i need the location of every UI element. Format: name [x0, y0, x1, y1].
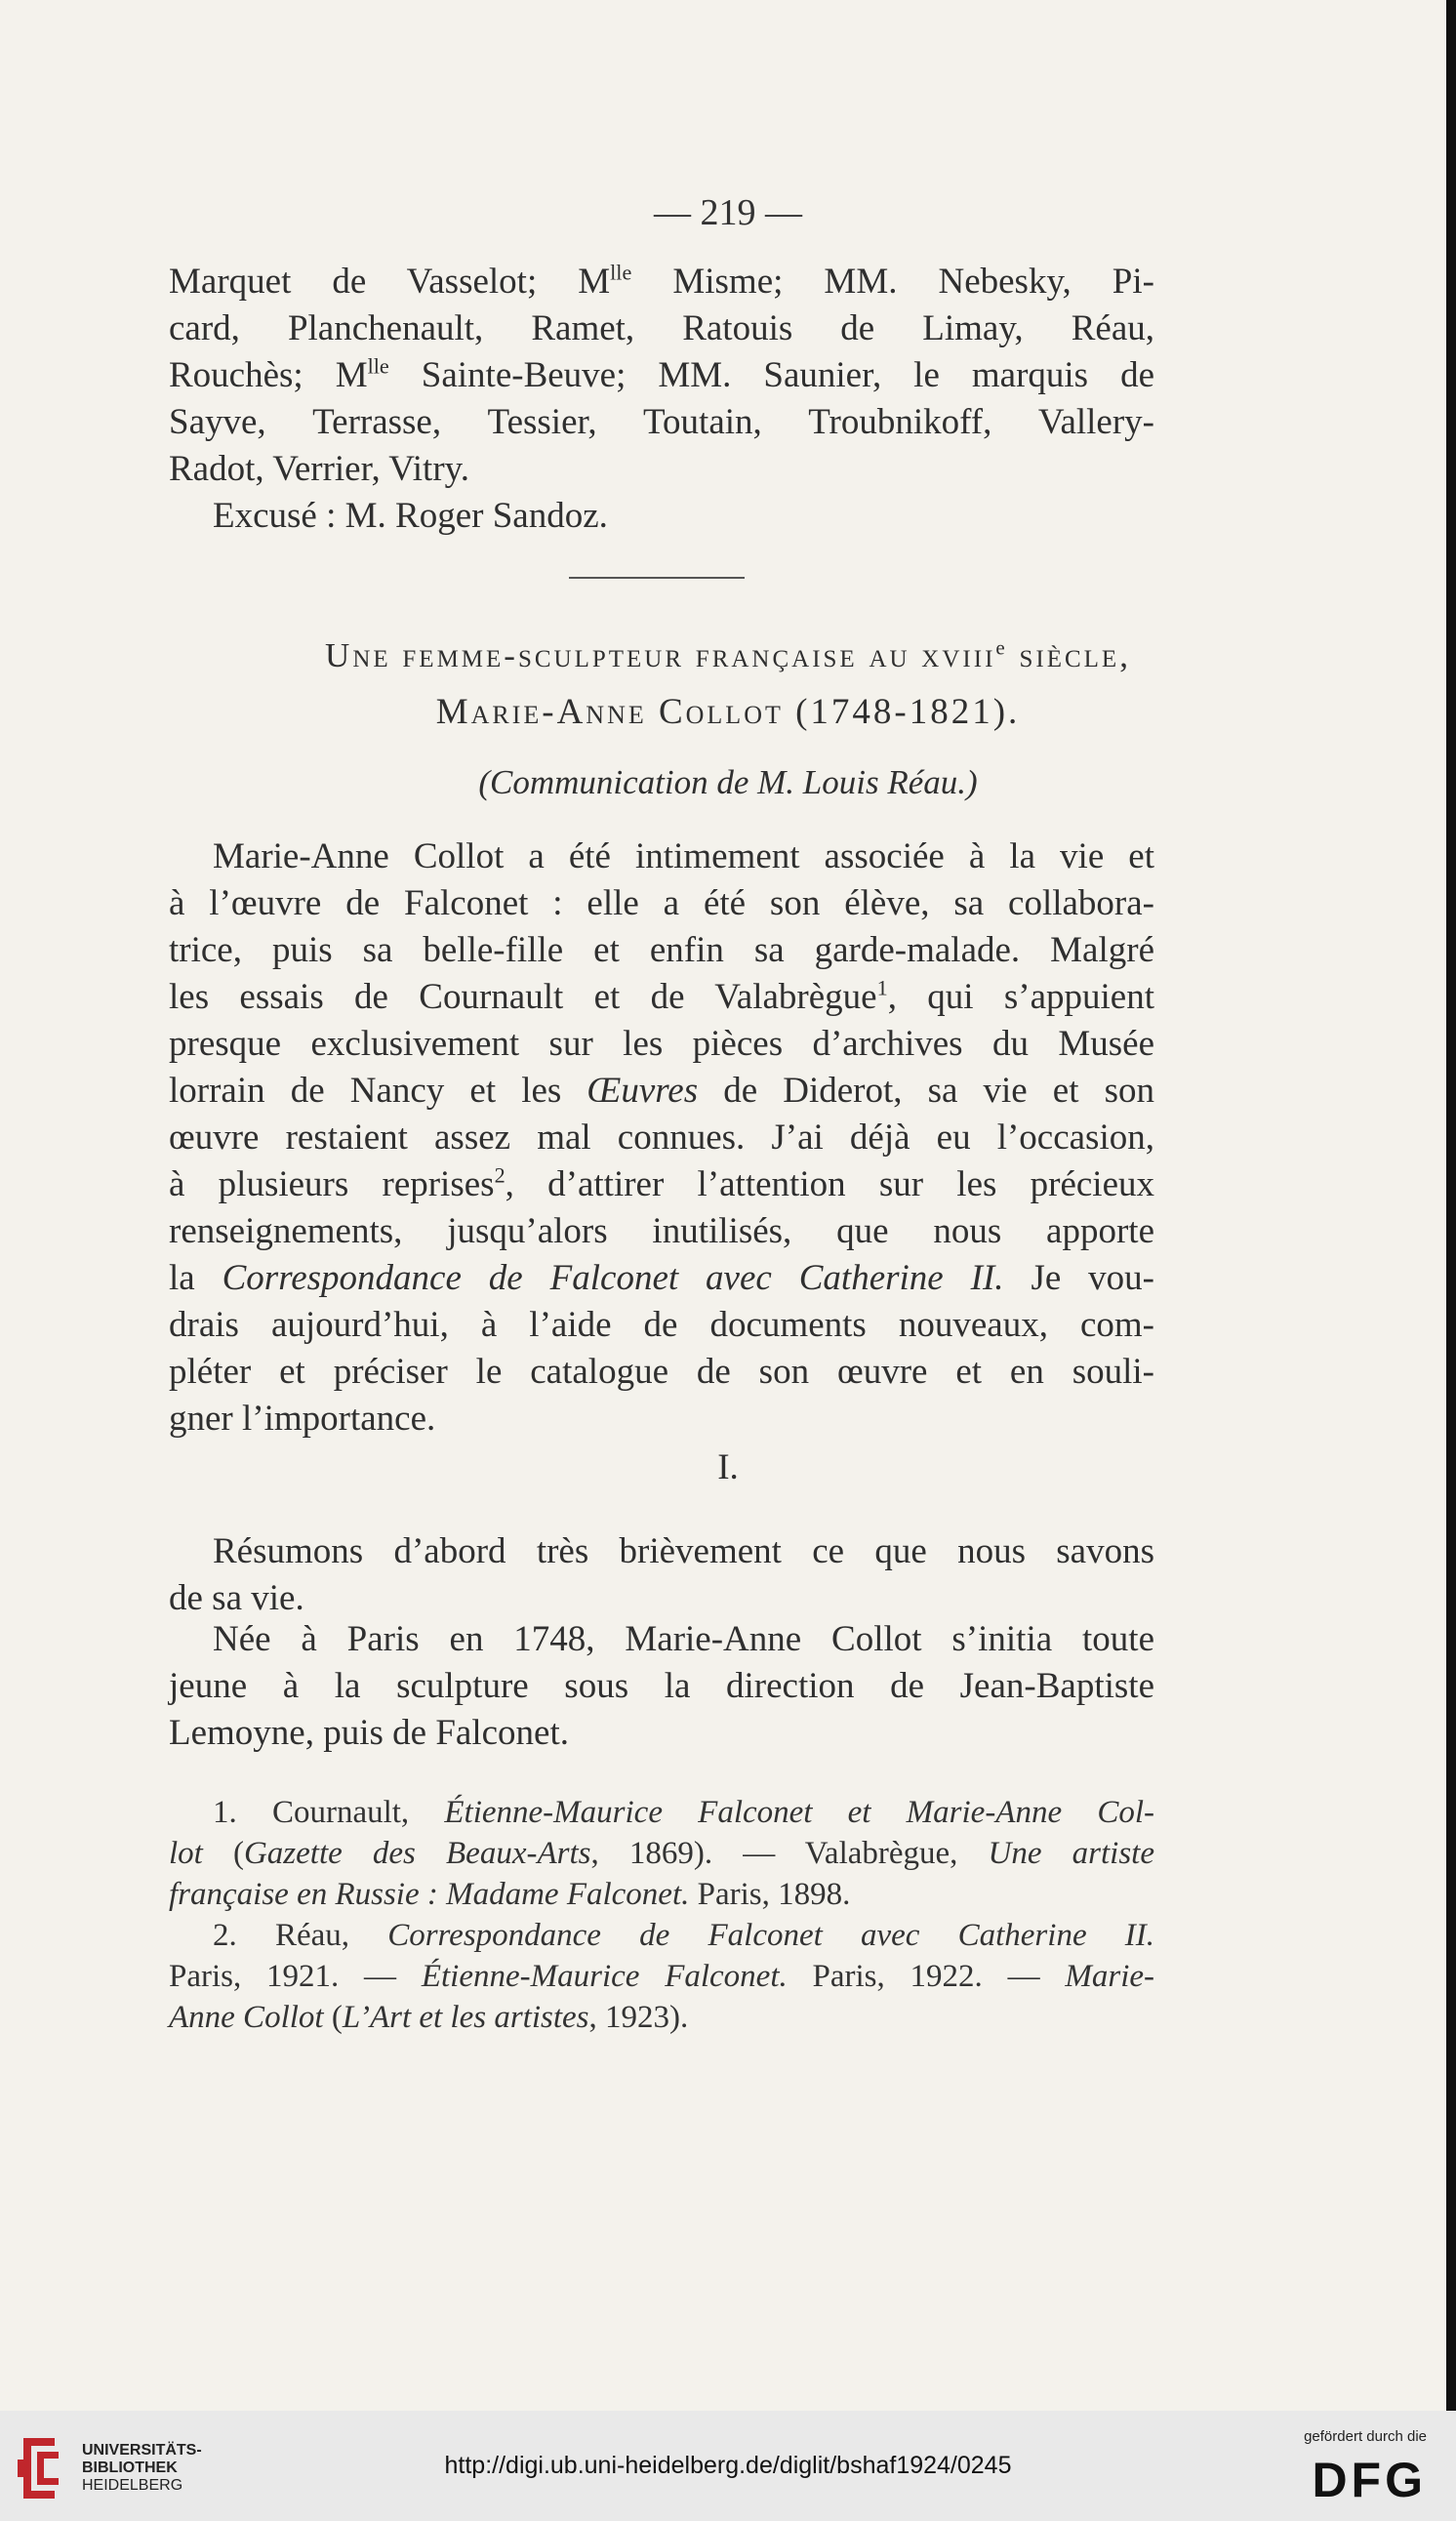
permalink-url[interactable]: http://digi.ub.uni-heidelberg.de/diglit/bshaf1924/0245 — [444, 2452, 1012, 2479]
p1-line-9: renseignements, jusqu’alors inutilisés, que nous apporte — [169, 1211, 1154, 1251]
section-rule — [569, 577, 745, 579]
p1-line-4: les essais de Cournault et de Valabrègue$^1$, qui s’appuient — [169, 975, 1154, 1017]
p1-line-13: gner l’importance. — [169, 1399, 436, 1439]
p1-line-12: pléter et préciser le catalogue de son œuvre et en souli- — [169, 1352, 1154, 1392]
p2-line-1: Résumons d’abord très brièvement ce que nous savons — [213, 1531, 1154, 1571]
attendance-line-5: Radot, Verrier, Vitry. — [169, 449, 469, 489]
footnote-2-line-3: Anne Collot (L’Art et les artistes, 1923). — [169, 2000, 689, 2035]
p1-line-7: œuvre restaient assez mal connues. J’ai déjà eu l’occasion, — [169, 1118, 1154, 1158]
attendance-line-4: Sayve, Terrasse, Tessier, Toutain, Troubnikoff, Vallery- — [169, 402, 1154, 442]
footnote-1-line-3: française en Russie : Madame Falconet. Paris, 1898. — [169, 1877, 851, 1912]
communication-line: (Communication de M. Louis Réau.) — [478, 763, 978, 801]
attendance-line-2: card, Planchenault, Ramet, Ratouis de Limay, Réau, — [169, 308, 1154, 348]
p1-line-10: la Correspondance de Falconet avec Catherine II. Je vou- — [169, 1258, 1154, 1298]
footnote-1-line-1: 1. Cournault, Étienne-Maurice Falconet et Marie-Anne Col- — [213, 1795, 1154, 1830]
footnote-2-line-1: 2. Réau, Correspondance de Falconet avec Catherine II. — [213, 1918, 1155, 1953]
p3-line-2: jeune à la sculpture sous la direction de Jean-Baptiste — [169, 1666, 1154, 1706]
article-title-line-2: Marie-Anne Collot (1748-1821). — [435, 692, 1021, 732]
attendance-line-1: Marquet de Vasselot; $M^{lle}$ Misme; MM. Nebesky, Pi- — [169, 260, 1154, 302]
p1-line-3: trice, puis sa belle-fille et enfin sa garde-malade. Malgré — [169, 930, 1154, 970]
page-number: — 219 — — [654, 192, 802, 233]
p1-line-5: presque exclusivement sur les pièces d’archives du Musée — [169, 1024, 1154, 1064]
funded-by-text: gefördert durch die — [1304, 2428, 1427, 2445]
section-number: I. — [717, 1447, 739, 1487]
p1-line-2: à l’œuvre de Falconet : elle a été son élève, sa collabora- — [169, 883, 1154, 923]
p1-line-11: drais aujourd’hui, à l’aide de documents nouveaux, com- — [169, 1305, 1154, 1345]
footnote-2-line-2: Paris, 1921. — Étienne-Maurice Falconet. Paris, 1922. — Marie- — [169, 1959, 1154, 1994]
p1-line-8: à plusieurs reprises$^2$, d’attirer l’attention sur les précieux — [169, 1162, 1154, 1204]
scan-edge — [1446, 0, 1456, 2411]
library-name[interactable]: UNIVERSITÄTS- BIBLIOTHEK HEIDELBERG — [82, 2442, 202, 2494]
p1-line-6: lorrain de Nancy et les Œuvres de Diderot, sa vie et son — [169, 1071, 1155, 1111]
p3-line-1: Née à Paris en 1748, Marie-Anne Collot s’initia toute — [213, 1619, 1154, 1659]
p2-line-2: de sa vie. — [169, 1578, 304, 1618]
dfg-logo[interactable]: DFG — [1312, 2453, 1427, 2507]
viewer-footer — [0, 2411, 1456, 2521]
p1-line-1: Marie-Anne Collot a été intimement associée à la vie et — [213, 836, 1154, 876]
p3-line-3: Lemoyne, puis de Falconet. — [169, 1713, 569, 1753]
excuse-line: Excusé : M. Roger Sandoz. — [213, 496, 608, 536]
attendance-line-3: Rouchès; $M^{lle}$ Sainte-Beuve; MM. Saunier, le marquis de — [169, 353, 1154, 395]
article-title-line-1: Une femme-sculpteur française au xviii$^e$ siècle, — [325, 635, 1131, 674]
footnote-1-line-2: lot (Gazette des Beaux-Arts, 1869). — Valabrègue, Une artiste — [169, 1836, 1154, 1871]
